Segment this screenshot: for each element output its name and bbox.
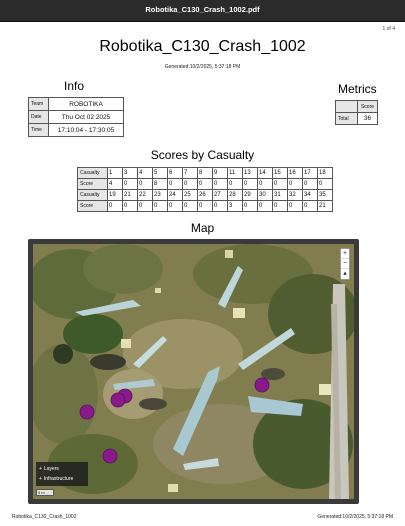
scores-heading: Scores by Casualty <box>150 148 255 162</box>
report-title: Robotika_C130_Crash_1002 <box>99 38 306 55</box>
casualty-id-cell: 32 <box>288 190 303 201</box>
row-label: Score <box>78 201 108 212</box>
score-cell: 0 <box>273 179 288 190</box>
score-cell: 0 <box>213 201 228 212</box>
info-value: 17:10:04 - 17:30:05 <box>49 124 124 137</box>
casualty-id-cell: 13 <box>243 168 258 179</box>
score-cell: 0 <box>183 179 198 190</box>
casualty-id-cell: 3 <box>123 168 138 179</box>
casualty-row <box>78 190 333 201</box>
score-cell: 0 <box>273 201 288 212</box>
casualty-id-cell: 27 <box>213 190 228 201</box>
score-cell: 0 <box>123 179 138 190</box>
casualty-id-cell: 19 <box>108 190 123 201</box>
casualty-id-cell: 4 <box>138 168 153 179</box>
casualty-marker[interactable] <box>111 393 125 407</box>
score-cell: 0 <box>198 179 213 190</box>
map-heading: Map <box>190 221 215 235</box>
document-filename: Robotika_C130_Crash_1002.pdf <box>145 5 260 14</box>
casualty-id-cell: 7 <box>183 168 198 179</box>
score-cell: 0 <box>243 201 258 212</box>
score-cell: 0 <box>258 179 273 190</box>
casualty-id-cell: 22 <box>138 190 153 201</box>
row-label: Score <box>78 179 108 190</box>
score-cell: 0 <box>258 201 273 212</box>
metrics-total-value: 36 <box>358 113 378 125</box>
casualty-id-cell: 8 <box>198 168 213 179</box>
info-value: ROBOTIKA <box>49 98 124 111</box>
score-cell: 0 <box>183 201 198 212</box>
score-cell: 0 <box>153 201 168 212</box>
casualty-id-cell: 6 <box>168 168 183 179</box>
aerial-map[interactable] <box>33 244 354 499</box>
casualty-id-cell: 1 <box>108 168 123 179</box>
info-key: Date <box>29 111 49 124</box>
zoom-in-button[interactable]: + <box>342 250 348 257</box>
footer-document-name: Robotika_C130_Crash_1002 <box>12 514 77 520</box>
metrics-heading: Metrics <box>338 82 377 96</box>
score-cell: 0 <box>168 201 183 212</box>
score-cell: 0 <box>303 201 318 212</box>
casualty-id-cell: 9 <box>213 168 228 179</box>
toolbar-divider <box>0 21 405 22</box>
plus-icon: + <box>39 476 42 482</box>
casualty-row <box>78 168 333 179</box>
casualty-id-cell: 5 <box>153 168 168 179</box>
map-scale-bar: 5 m <box>36 489 54 496</box>
casualty-id-cell: 34 <box>303 190 318 201</box>
info-key: Team <box>29 98 49 111</box>
score-cell: 0 <box>198 201 213 212</box>
casualty-id-cell: 24 <box>168 190 183 201</box>
score-cell: 0 <box>138 179 153 190</box>
score-cell: 21 <box>318 201 333 212</box>
info-row-date <box>29 111 124 124</box>
aerial-imagery <box>33 244 354 499</box>
score-cell: 0 <box>318 179 333 190</box>
metrics-corner-cell <box>336 101 358 113</box>
score-cell: 3 <box>228 201 243 212</box>
layers-toggle[interactable] <box>39 464 85 474</box>
metrics-row-label: Total <box>336 113 358 125</box>
info-row-time <box>29 124 124 137</box>
metrics-total-row <box>336 113 378 125</box>
casualty-id-cell: 14 <box>258 168 273 179</box>
map-zoom-controls <box>340 248 350 280</box>
layer-control <box>36 462 88 486</box>
casualty-id-cell: 17 <box>303 168 318 179</box>
score-cell: 0 <box>303 179 318 190</box>
score-cell: 0 <box>123 201 138 212</box>
casualty-id-cell: 28 <box>228 190 243 201</box>
casualty-id-cell: 21 <box>123 190 138 201</box>
score-cell: 0 <box>138 201 153 212</box>
pdf-viewer-toolbar <box>0 0 405 22</box>
row-label: Casualty <box>78 168 108 179</box>
info-table <box>28 97 124 137</box>
casualty-id-cell: 23 <box>153 190 168 201</box>
score-cell: 0 <box>213 179 228 190</box>
casualty-id-cell: 26 <box>198 190 213 201</box>
casualty-marker[interactable] <box>255 378 269 392</box>
score-cell: 0 <box>288 201 303 212</box>
infrastructure-toggle[interactable] <box>39 474 85 484</box>
layers-label: Layers <box>43 466 59 472</box>
infrastructure-label: Infrastructure <box>43 476 74 482</box>
scores-table <box>77 167 333 212</box>
plus-icon: + <box>39 466 42 472</box>
casualty-id-cell: 16 <box>288 168 303 179</box>
score-cell: 0 <box>168 179 183 190</box>
score-cell: 0 <box>288 179 303 190</box>
info-row-team <box>29 98 124 111</box>
score-cell: 8 <box>153 179 168 190</box>
info-key: Time <box>29 124 49 137</box>
casualty-id-cell: 31 <box>273 190 288 201</box>
metrics-header-row <box>336 101 378 113</box>
casualty-id-cell: 30 <box>258 190 273 201</box>
casualty-id-cell: 25 <box>183 190 198 201</box>
score-cell: 4 <box>108 179 123 190</box>
score-cell: 0 <box>243 179 258 190</box>
casualty-id-cell: 11 <box>228 168 243 179</box>
row-label: Casualty <box>78 190 108 201</box>
page-indicator: 1 of 4 <box>382 26 395 32</box>
compass-icon[interactable]: ▴ <box>343 270 347 277</box>
score-cell: 0 <box>108 201 123 212</box>
casualty-id-cell: 18 <box>318 168 333 179</box>
score-row <box>78 201 333 212</box>
footer-generated: Generated:10/2/2025, 5:37:18 PM <box>317 514 393 520</box>
zoom-out-button[interactable]: − <box>342 260 348 267</box>
metrics-table <box>335 100 378 125</box>
score-cell: 0 <box>228 179 243 190</box>
metrics-header: Score <box>358 101 378 113</box>
casualty-marker[interactable] <box>80 405 94 419</box>
casualty-id-cell: 29 <box>243 190 258 201</box>
casualty-id-cell: 35 <box>318 190 333 201</box>
info-heading: Info <box>64 79 85 93</box>
casualty-id-cell: 15 <box>273 168 288 179</box>
generated-timestamp: Generated:10/2/2025, 5:37:18 PM <box>164 64 241 70</box>
casualty-marker[interactable] <box>103 449 117 463</box>
score-row <box>78 179 333 190</box>
info-value: Thu Oct 02 2025 <box>49 111 124 124</box>
